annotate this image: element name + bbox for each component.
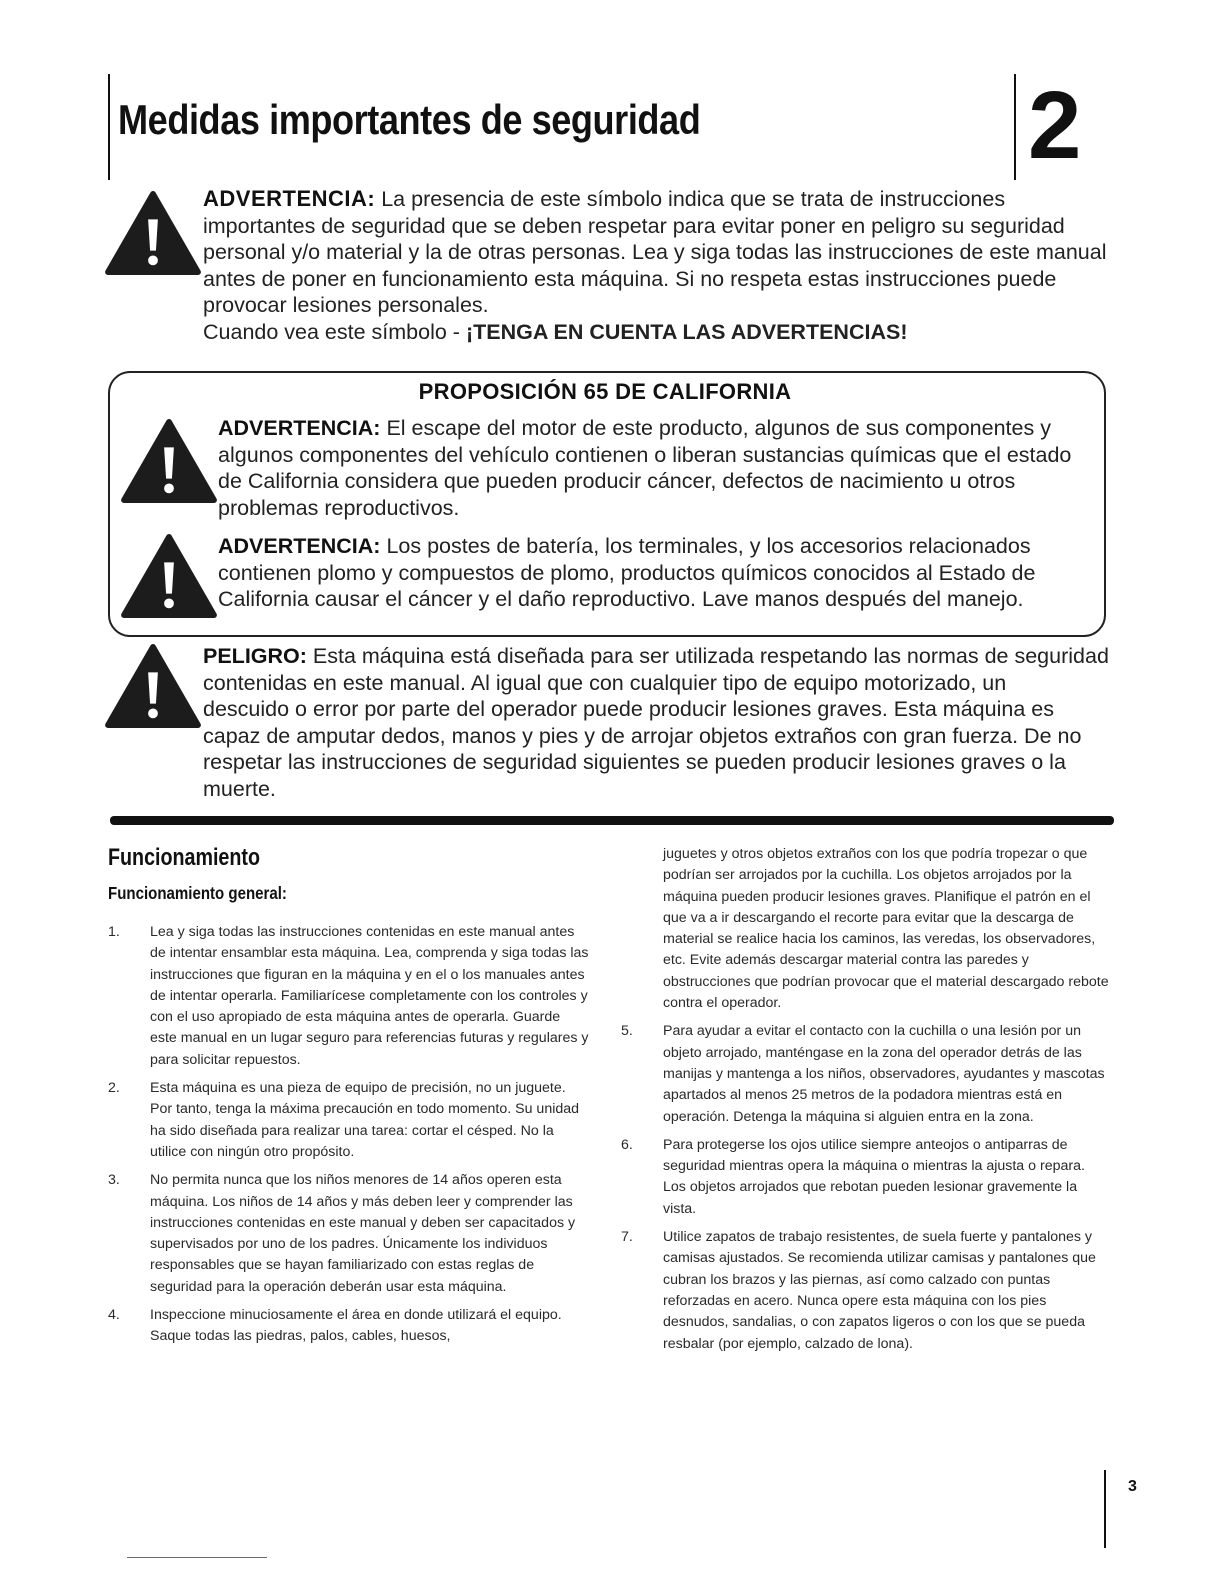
warning-intro-line-4: antes de poner en funcionamiento esta máquina. Si no respeta estas instrucciones puede xyxy=(203,266,1057,291)
warning-intro-line-1: ADVERTENCIA: La presencia de este símbolo indica que se trata de instrucciones xyxy=(203,186,1006,211)
warning-intro-line-3: personal y/o material y la de otras personas. Lea y siga todas las instrucciones de este manual xyxy=(203,240,1107,264)
right-column xyxy=(621,844,1111,1362)
danger-lead: PELIGRO: xyxy=(203,644,307,668)
page-number: 3 xyxy=(1128,1478,1137,1495)
warning-intro-line-5: provocar lesiones personales. xyxy=(203,293,489,317)
footer-line xyxy=(127,1557,267,1558)
page-title: Medidas importantes de seguridad xyxy=(118,96,701,143)
prop65-warning-1: ADVERTENCIA: El escape del motor de este producto, algunos de sus componentes y algunos componentes del vehículo contienen o liberan sustancias químicas que el estado de California considera que pueden producir cáncer, defectos de nacimiento u otros problemas reproductivos. xyxy=(218,416,1072,520)
list-item: 4. Inspeccione minuciosamente el área en donde utilizará el equipo. Saque todas las piedras, palos, cables, huesos, xyxy=(108,1307,562,1345)
page-number-rule xyxy=(1104,1470,1106,1548)
list-item: 2. Esta máquina es una pieza de equipo de precisión, no un juguete. Por tanto, tenga la máxima precaución en todo momento. Su unidad ha sido diseñada para realizar una tarea: cortar el césped. No la utilice con ningún otro propósito. xyxy=(108,1080,580,1160)
list-item: 5. Para ayudar a evitar el contacto con la cuchilla o una lesión por un objeto arrojado, manténgase en la zona del operador detrás de las manijas y mantenga a los niños, observadores, ayudantes y mascotas apartados al menos 25 metros de la podadora mientras está en operación. Detenga la máquina si alguien entra en la zona. xyxy=(621,1023,1105,1125)
chapter-rule xyxy=(1014,74,1016,180)
warning-triangle-icon xyxy=(104,190,202,276)
list-item: 1. Lea y siga todas las instrucciones contenidas en este manual antes de intentar ensamblar esta máquina. Lea, comprenda y siga todas las instrucciones que figuran en la máquina y en el o los manuales antes de intentar operarla. Familiarícese completamente con los controles y con el uso apropiado de esta máquina antes de operarla. Guarde este manual en un lugar seguro para referencias futuras y regulares y para solicitar repuestos. xyxy=(108,924,589,1068)
left-column xyxy=(108,922,590,1355)
list-item-continuation: juguetes y otros objetos extraños con los que podría tropezar o que podrían ser arrojados por la cuchilla. Los objetos arrojados por la máquina pueden producir lesiones graves. Planifique el patrón en el que va a ir descargando el recorte para evitar que la descarga de material se realice hacia los caminos, las veredas, los observadores, etc. Evite además descargar material contra las paredes y obstrucciones que podrían provocar que el material descargado rebote contra el operador. xyxy=(663,846,1109,1012)
warning-intro-lead: ADVERTENCIA: xyxy=(203,186,376,211)
prop65-title: PROPOSICIÓN 65 DE CALIFORNIA xyxy=(418,379,792,404)
warning-intro-note: Cuando vea este símbolo - ¡TENGA EN CUENTA LAS ADVERTENCIAS! xyxy=(203,319,908,344)
list-item: 6. Para protegerse los ojos utilice siempre anteojos o antiparras de seguridad mientras opera la máquina o mientras la ajusta o repara. Los objetos arrojados que rebotan pueden lesionar gravemente la vista. xyxy=(621,1136,1085,1217)
danger-block: PELIGRO: Esta máquina está diseñada para ser utilizada respetando las normas de seguridad contenidas en este manual. Al igual que con cualquier tipo de equipo motorizado, un descuido o error por parte del operador puede producir lesiones graves. Esta máquina es capaz de amputar dedos, manos y pies y de arrojar objetos extraños con gran fuerza. De no respetar las instrucciones de seguridad siguientes se pueden producir lesiones graves o la muerte. xyxy=(203,644,1109,801)
chapter-number: 2 xyxy=(1028,72,1082,179)
list-item: 7. Utilice zapatos de trabajo resistentes, de suela fuerte y pantalones y camisas ajustados. Se recomienda utilizar camisas y pantalones que cubran los brazos y las piernas, así como calzado con puntas reforzadas en acero. Nunca opere esta máquina con los pies desnudos, sandalias, o con zapatos ligeros o con los que se pueda resbalar (por ejemplo, calzado de lona). xyxy=(621,1229,1096,1352)
prop65-warning-2: ADVERTENCIA: Los postes de batería, los terminales, y los accesorios relacionados contienen plomo y compuestos de plomo, productos químicos conocidos al Estado de California causar el cáncer y el daño reproductivo. Lave manos después del manejo. xyxy=(218,534,1036,611)
prop65-warning-1-lead: ADVERTENCIA: xyxy=(218,416,381,440)
warning-intro xyxy=(203,186,1123,345)
danger-triangle-icon xyxy=(104,643,202,729)
warning-intro-line-2: importantes de seguridad que se deben respetar para evitar poner en peligro su seguridad xyxy=(203,213,1065,238)
warning-triangle-icon xyxy=(120,533,218,619)
prop65-warning-2-lead: ADVERTENCIA: xyxy=(218,534,381,558)
section-subheading: Funcionamiento general: xyxy=(108,883,287,903)
warning-intro-note-bold: ¡TENGA EN CUENTA LAS ADVERTENCIAS! xyxy=(465,319,908,344)
section-heading: Funcionamiento xyxy=(108,844,260,871)
section-divider xyxy=(110,816,1114,825)
list-item: 3. No permita nunca que los niños menores de 14 años operen esta máquina. Los niños de 14 años y más deben leer y comprender las instrucciones contenidas en este manual y deben ser capacitados y supervisados por uno de los padres. Únicamente los individuos responsables que se hayan familiarizado con estas reglas de seguridad para la operación deberán usar esta máquina. xyxy=(108,1172,576,1295)
title-left-rule xyxy=(108,74,110,180)
warning-triangle-icon xyxy=(120,418,218,504)
